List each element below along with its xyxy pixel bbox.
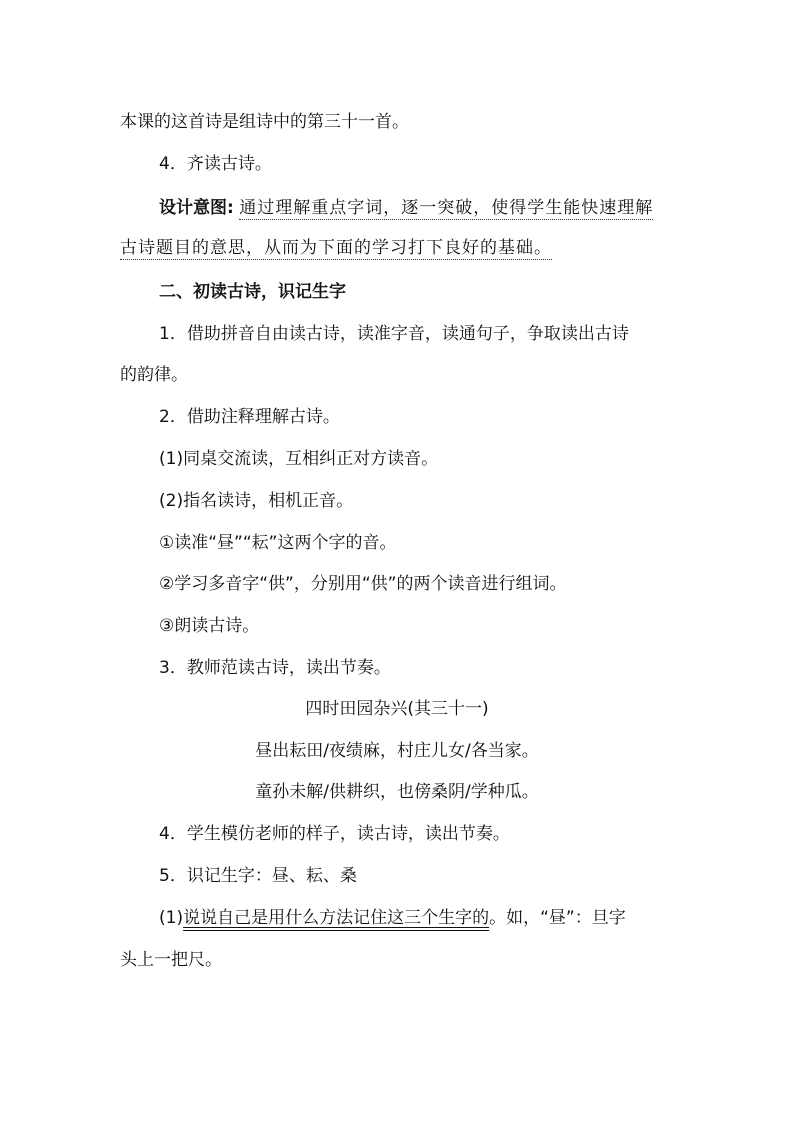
- poem-title: 四时田园杂兴(其三十一): [305, 699, 489, 719]
- sub-text: 。如，“昼”：旦字: [489, 908, 626, 928]
- step-2-sub-2: (2)指名读诗，相机正音。: [159, 491, 354, 511]
- design-intent-text: 通过理解重点字词，逐一突破，使得学生能快速理解: [239, 198, 654, 218]
- design-intent: [159, 196, 653, 220]
- step-4: 4．学生模仿老师的样子，读古诗，读出节奏。: [159, 824, 510, 844]
- design-intent-text-2: 古诗题目的意思，从而为下面的学习打下良好的基础。: [120, 238, 552, 258]
- paragraph-line: 本课的这首诗是组诗中的第三十一首。: [120, 112, 409, 132]
- step-1-continued: 的韵律。: [120, 365, 188, 385]
- step-5-sub-1: [159, 906, 626, 930]
- step-2-sub-1: (1)同桌交流读，互相纠正对方读音。: [159, 449, 439, 469]
- poem-line: 昼出耘田/夜绩麻，村庄儿女/各当家。: [255, 741, 539, 761]
- step-2-item-1: ①读准“昼”“耘”这两个字的音。: [159, 533, 397, 553]
- step-1: 1．借助拼音自由读古诗，读准字音，读通句子，争取读出古诗: [159, 324, 629, 344]
- section-heading: 二、初读古诗，识记生字: [159, 282, 346, 302]
- sub-index: (1): [159, 908, 184, 928]
- poem-line: 童孙未解/供耕织，也傍桑阴/学种瓜。: [255, 782, 539, 802]
- design-intent-label: 设计意图:: [159, 198, 234, 218]
- step-4-read-poem: 4．齐读古诗。: [159, 154, 272, 174]
- step-5-sub-1-continued: 头上一把尺。: [120, 950, 222, 970]
- step-2: 2．借助注释理解古诗。: [159, 407, 340, 427]
- design-intent-continued: [120, 236, 552, 260]
- step-3: 3．教师范读古诗，读出节奏。: [159, 658, 391, 678]
- step-2-item-2: ②学习多音字“供”，分别用“供”的两个读音进行组词。: [159, 574, 567, 594]
- step-5: 5．识记生字：昼、耘、桑: [159, 866, 357, 886]
- underlined-phrase: 说说自己是用什么方法记住这三个生字的: [183, 908, 490, 928]
- step-2-item-3: ③朗读古诗。: [159, 616, 260, 636]
